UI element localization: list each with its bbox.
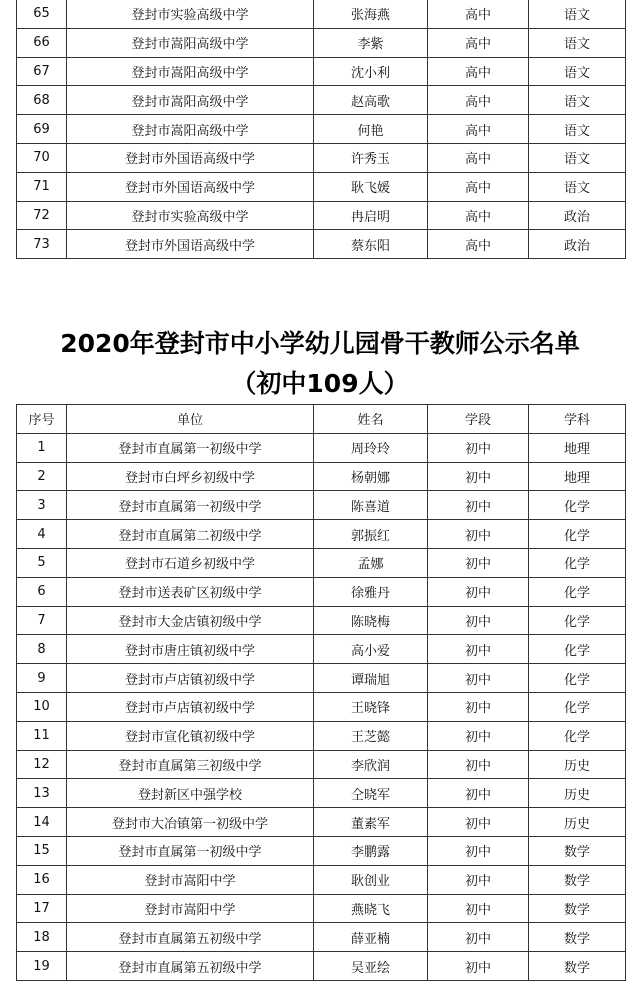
header-subject: 学科 <box>529 405 626 434</box>
cell-stage: 初中 <box>428 779 529 808</box>
cell-school: 登封市嵩阳高级中学 <box>67 57 314 86</box>
cell-name: 仝晓军 <box>314 779 428 808</box>
cell-index: 8 <box>17 635 67 664</box>
cell-subject: 地理 <box>529 433 626 462</box>
cell-school: 登封市唐庄镇初级中学 <box>67 635 314 664</box>
cell-school: 登封市卢店镇初级中学 <box>67 664 314 693</box>
cell-stage: 初中 <box>428 433 529 462</box>
cell-index: 68 <box>17 86 67 115</box>
cell-name: 董素军 <box>314 808 428 837</box>
cell-subject: 语文 <box>529 86 626 115</box>
table-row <box>17 433 626 462</box>
cell-subject: 化学 <box>529 721 626 750</box>
cell-subject: 政治 <box>529 201 626 230</box>
cell-subject: 地理 <box>529 462 626 491</box>
cell-stage: 高中 <box>428 172 529 201</box>
cell-school: 登封市实验高级中学 <box>67 201 314 230</box>
cell-stage: 初中 <box>428 865 529 894</box>
cell-stage: 初中 <box>428 577 529 606</box>
cell-subject: 数学 <box>529 952 626 981</box>
header-index: 序号 <box>17 405 67 434</box>
table-row <box>17 692 626 721</box>
cell-school: 登封市卢店镇初级中学 <box>67 692 314 721</box>
cell-school: 登封新区中强学校 <box>67 779 314 808</box>
cell-stage: 初中 <box>428 548 529 577</box>
cell-index: 19 <box>17 952 67 981</box>
cell-subject: 化学 <box>529 664 626 693</box>
cell-school: 登封市大冶镇第一初级中学 <box>67 808 314 837</box>
cell-stage: 高中 <box>428 28 529 57</box>
cell-name: 耿飞媛 <box>314 172 428 201</box>
table-row <box>17 462 626 491</box>
cell-school: 登封市外国语高级中学 <box>67 230 314 259</box>
cell-subject: 数学 <box>529 894 626 923</box>
cell-name: 王芝懿 <box>314 721 428 750</box>
table-row <box>17 201 626 230</box>
cell-stage: 高中 <box>428 143 529 172</box>
header-stage: 学段 <box>428 405 529 434</box>
previous-list-table <box>16 0 626 259</box>
page-subtitle: （初中109人） <box>231 369 409 398</box>
cell-index: 10 <box>17 692 67 721</box>
junior-middle-list-table <box>16 404 626 981</box>
cell-index: 9 <box>17 664 67 693</box>
cell-name: 李紫 <box>314 28 428 57</box>
cell-school: 登封市直属第一初级中学 <box>67 433 314 462</box>
cell-name: 高小爱 <box>314 635 428 664</box>
cell-subject: 数学 <box>529 865 626 894</box>
table-row <box>17 28 626 57</box>
cell-school: 登封市嵩阳中学 <box>67 865 314 894</box>
cell-index: 67 <box>17 57 67 86</box>
cell-stage: 初中 <box>428 491 529 520</box>
cell-stage: 初中 <box>428 952 529 981</box>
cell-school: 登封市宣化镇初级中学 <box>67 721 314 750</box>
header-school: 单位 <box>67 405 314 434</box>
cell-stage: 初中 <box>428 750 529 779</box>
table-row <box>17 57 626 86</box>
cell-index: 16 <box>17 865 67 894</box>
cell-index: 69 <box>17 115 67 144</box>
cell-name: 孟娜 <box>314 548 428 577</box>
cell-school: 登封市直属第一初级中学 <box>67 491 314 520</box>
cell-name: 李欣润 <box>314 750 428 779</box>
cell-subject: 语文 <box>529 172 626 201</box>
cell-stage: 初中 <box>428 635 529 664</box>
cell-index: 2 <box>17 462 67 491</box>
table-row <box>17 548 626 577</box>
previous-list-body <box>17 0 626 259</box>
cell-name: 谭瑞旭 <box>314 664 428 693</box>
cell-subject: 政治 <box>529 230 626 259</box>
table-row <box>17 923 626 952</box>
cell-index: 6 <box>17 577 67 606</box>
cell-name: 许秀玉 <box>314 143 428 172</box>
table-row <box>17 836 626 865</box>
cell-index: 65 <box>17 0 67 28</box>
cell-name: 何艳 <box>314 115 428 144</box>
table-row <box>17 172 626 201</box>
cell-index: 5 <box>17 548 67 577</box>
cell-stage: 高中 <box>428 201 529 230</box>
cell-stage: 初中 <box>428 520 529 549</box>
cell-name: 沈小利 <box>314 57 428 86</box>
cell-school: 登封市直属第五初级中学 <box>67 923 314 952</box>
table-row <box>17 894 626 923</box>
cell-school: 登封市石道乡初级中学 <box>67 548 314 577</box>
table-row <box>17 86 626 115</box>
cell-school: 登封市实验高级中学 <box>67 0 314 28</box>
cell-index: 17 <box>17 894 67 923</box>
cell-name: 郭振红 <box>314 520 428 549</box>
cell-stage: 初中 <box>428 808 529 837</box>
table-row <box>17 143 626 172</box>
cell-stage: 初中 <box>428 721 529 750</box>
cell-stage: 高中 <box>428 86 529 115</box>
cell-school: 登封市嵩阳高级中学 <box>67 86 314 115</box>
cell-school: 登封市嵩阳中学 <box>67 894 314 923</box>
table-row <box>17 865 626 894</box>
cell-school: 登封市直属第五初级中学 <box>67 952 314 981</box>
cell-name: 张海燕 <box>314 0 428 28</box>
table-row <box>17 779 626 808</box>
cell-stage: 高中 <box>428 57 529 86</box>
cell-index: 14 <box>17 808 67 837</box>
cell-school: 登封市嵩阳高级中学 <box>67 115 314 144</box>
cell-subject: 化学 <box>529 548 626 577</box>
cell-subject: 数学 <box>529 923 626 952</box>
cell-name: 蔡东阳 <box>314 230 428 259</box>
cell-subject: 历史 <box>529 808 626 837</box>
cell-subject: 数学 <box>529 836 626 865</box>
cell-subject: 语文 <box>529 143 626 172</box>
header-name: 姓名 <box>314 405 428 434</box>
cell-stage: 高中 <box>428 230 529 259</box>
junior-middle-list-body <box>17 433 626 980</box>
table-row <box>17 952 626 981</box>
cell-subject: 化学 <box>529 635 626 664</box>
cell-stage: 初中 <box>428 836 529 865</box>
table-row <box>17 808 626 837</box>
cell-name: 冉启明 <box>314 201 428 230</box>
cell-subject: 化学 <box>529 491 626 520</box>
cell-index: 7 <box>17 606 67 635</box>
cell-subject: 化学 <box>529 577 626 606</box>
table-row <box>17 750 626 779</box>
cell-stage: 初中 <box>428 462 529 491</box>
cell-index: 70 <box>17 143 67 172</box>
cell-index: 66 <box>17 28 67 57</box>
table-row <box>17 230 626 259</box>
cell-school: 登封市送表矿区初级中学 <box>67 577 314 606</box>
cell-subject: 历史 <box>529 779 626 808</box>
table-header-row <box>17 405 626 434</box>
cell-stage: 初中 <box>428 664 529 693</box>
cell-subject: 化学 <box>529 520 626 549</box>
cell-name: 李鹏露 <box>314 836 428 865</box>
cell-name: 耿创业 <box>314 865 428 894</box>
cell-index: 71 <box>17 172 67 201</box>
cell-school: 登封市大金店镇初级中学 <box>67 606 314 635</box>
table-row <box>17 606 626 635</box>
cell-stage: 初中 <box>428 923 529 952</box>
cell-index: 13 <box>17 779 67 808</box>
cell-subject: 历史 <box>529 750 626 779</box>
cell-name: 陈喜道 <box>314 491 428 520</box>
cell-subject: 语文 <box>529 115 626 144</box>
cell-school: 登封市嵩阳高级中学 <box>67 28 314 57</box>
cell-name: 燕晓飞 <box>314 894 428 923</box>
cell-name: 王晓锋 <box>314 692 428 721</box>
cell-stage: 初中 <box>428 894 529 923</box>
cell-school: 登封市外国语高级中学 <box>67 143 314 172</box>
cell-subject: 语文 <box>529 28 626 57</box>
cell-subject: 语文 <box>529 57 626 86</box>
cell-index: 11 <box>17 721 67 750</box>
cell-name: 徐雅丹 <box>314 577 428 606</box>
cell-stage: 高中 <box>428 115 529 144</box>
table-row <box>17 491 626 520</box>
cell-school: 登封市直属第一初级中学 <box>67 836 314 865</box>
cell-name: 赵高歌 <box>314 86 428 115</box>
cell-index: 1 <box>17 433 67 462</box>
cell-subject: 语文 <box>529 0 626 28</box>
table-row <box>17 520 626 549</box>
table-row <box>17 664 626 693</box>
page-title: 2020年登封市中小学幼儿园骨干教师公示名单 <box>60 329 580 358</box>
cell-subject: 化学 <box>529 606 626 635</box>
cell-name: 杨朝娜 <box>314 462 428 491</box>
cell-index: 3 <box>17 491 67 520</box>
table-row <box>17 635 626 664</box>
cell-name: 薛亚楠 <box>314 923 428 952</box>
cell-name: 吴亚绘 <box>314 952 428 981</box>
table-row <box>17 0 626 28</box>
cell-name: 陈晓梅 <box>314 606 428 635</box>
table-row <box>17 577 626 606</box>
cell-index: 72 <box>17 201 67 230</box>
cell-index: 18 <box>17 923 67 952</box>
cell-index: 73 <box>17 230 67 259</box>
cell-index: 12 <box>17 750 67 779</box>
cell-school: 登封市直属第二初级中学 <box>67 520 314 549</box>
cell-name: 周玲玲 <box>314 433 428 462</box>
cell-school: 登封市白坪乡初级中学 <box>67 462 314 491</box>
cell-index: 4 <box>17 520 67 549</box>
table-row <box>17 721 626 750</box>
cell-school: 登封市直属第三初级中学 <box>67 750 314 779</box>
cell-subject: 化学 <box>529 692 626 721</box>
cell-stage: 高中 <box>428 0 529 28</box>
cell-school: 登封市外国语高级中学 <box>67 172 314 201</box>
table-row <box>17 115 626 144</box>
cell-stage: 初中 <box>428 606 529 635</box>
cell-stage: 初中 <box>428 692 529 721</box>
cell-index: 15 <box>17 836 67 865</box>
